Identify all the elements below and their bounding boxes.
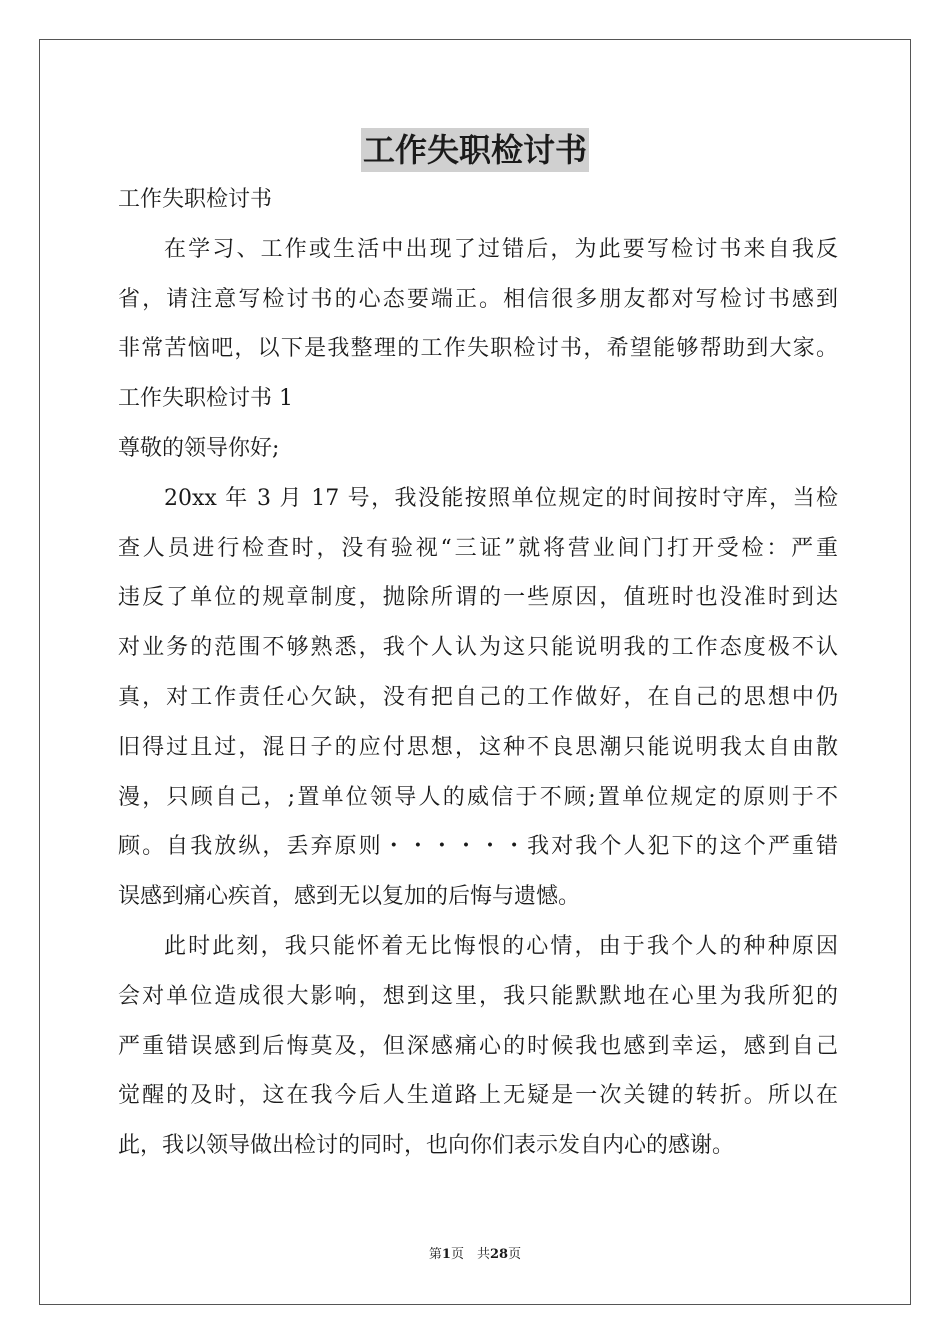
footer-suffix: 页 xyxy=(508,1247,522,1262)
text-line: 会对单位造成很大影响，想到这里，我只能默默地在心里为我所犯的 xyxy=(118,983,838,1009)
text-line: 工作失职检讨书 xyxy=(118,187,273,212)
text-line: 违反了单位的规章制度，抛除所谓的一些原因，值班时也没准时到达 xyxy=(118,585,838,611)
text-line: 对业务的范围不够熟悉，我个人认为这只能说明我的工作态度极不认 xyxy=(118,635,838,661)
text-line: 工作失职检讨书 1 xyxy=(118,386,293,412)
page-footer xyxy=(0,1246,950,1264)
text-line: 尊敬的领导你好; xyxy=(118,435,280,461)
text-line: 旧得过且过，混日子的应付思想，这种不良思潮只能说明我太自由散 xyxy=(118,734,838,760)
text-line: 此，我以领导做出检讨的同时，也向你们表示发自内心的感谢。 xyxy=(118,1133,735,1159)
text-line: 在学习、工作或生活中出现了过错后，为此要写检讨书来自我反 xyxy=(164,236,838,262)
text-line: 漫，只顾自己，;置单位领导人的威信于不顾;置单位规定的原则于不 xyxy=(118,784,838,810)
text-line: 非常苦恼吧，以下是我整理的工作失职检讨书，希望能够帮助到大家。 xyxy=(118,336,838,362)
text-line: 此时此刻，我只能怀着无比悔恨的心情，由于我个人的种种原因 xyxy=(164,933,838,959)
text-line: 严重错误感到后悔莫及，但深感痛心的时候我也感到幸运，感到自己 xyxy=(118,1033,838,1059)
text-line: 觉醒的及时，这在我今后人生道路上无疑是一次关键的转折。所以在 xyxy=(118,1083,838,1109)
document-body xyxy=(118,175,838,1171)
footer-page-number: 1 xyxy=(441,1247,451,1262)
document-title-text: 工作失职检讨书 xyxy=(361,128,589,172)
text-line: 查人员进行检查时，没有验视“三证”就将营业间门打开受检：严重 xyxy=(118,535,838,561)
text-line: 误感到痛心疾首，感到无以复加的后悔与遗憾。 xyxy=(118,884,581,910)
text-line: 真，对工作责任心欠缺，没有把自己的工作做好，在自己的思想中仍 xyxy=(118,684,838,710)
footer-middle: 页 共 xyxy=(450,1247,490,1262)
document-title xyxy=(0,128,950,172)
footer-total-pages: 28 xyxy=(489,1247,509,1262)
footer-prefix: 第 xyxy=(428,1247,442,1262)
text-line: 20xx 年 3 月 17 号，我没能按照单位规定的时间按时守库，当检 xyxy=(164,485,838,511)
text-line: 省，请注意写检讨书的心态要端正。相信很多朋友都对写检讨书感到 xyxy=(118,286,838,312)
text-line: 顾。自我放纵，丢弃原则・・・・・・我对我个人犯下的这个严重错 xyxy=(118,834,838,860)
